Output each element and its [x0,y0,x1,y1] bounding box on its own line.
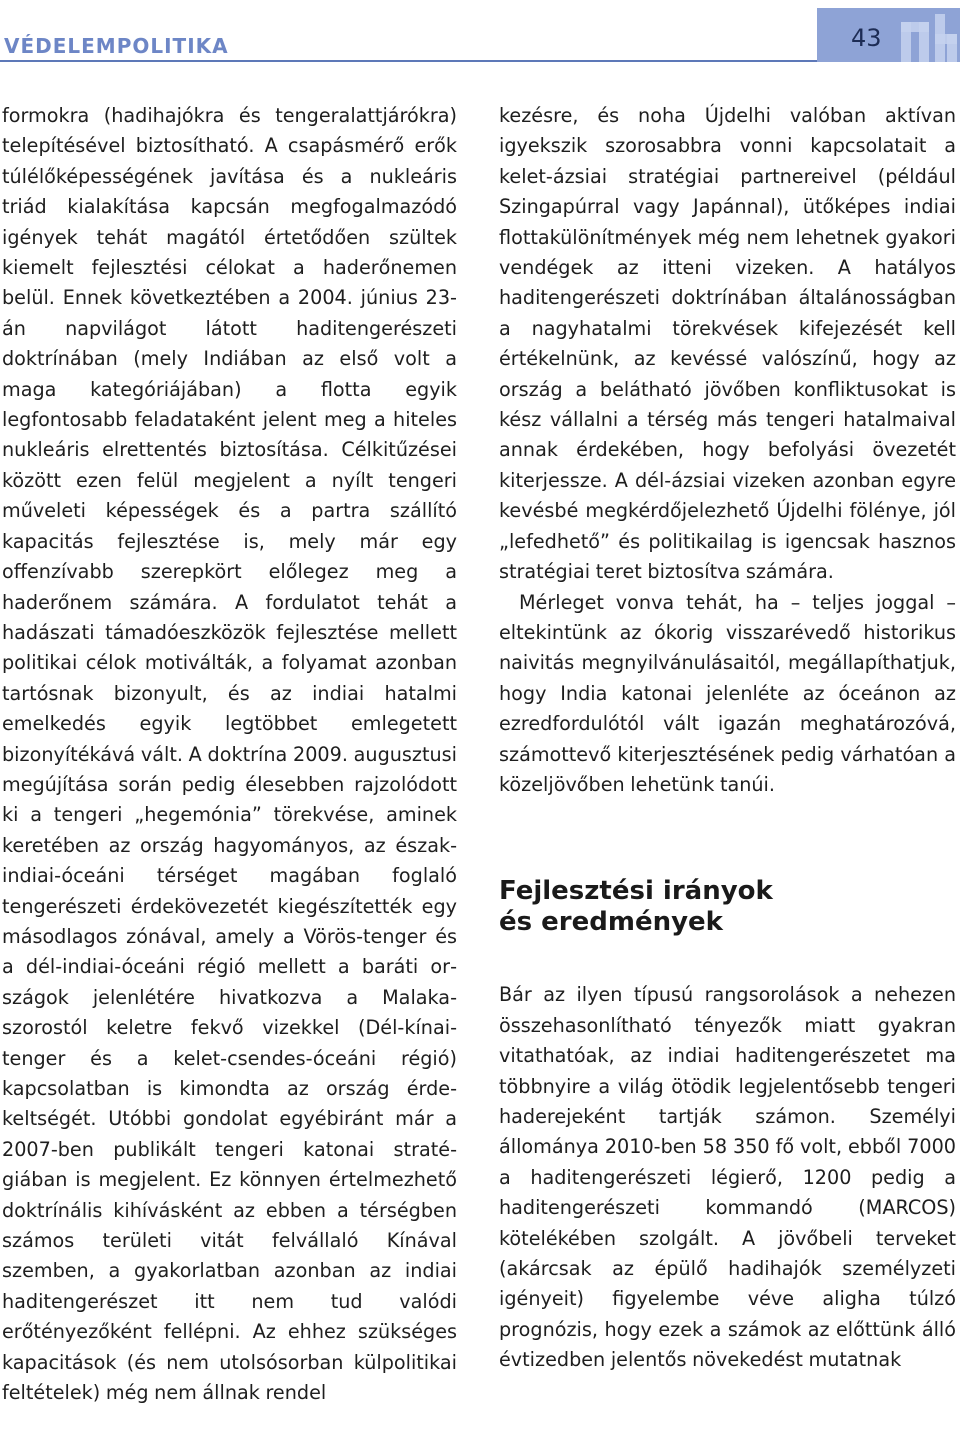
body-paragraph: Bár az ilyen típusú rangsorolások a nehezen összehasonlítható tényezők miatt gyakran vitathatóak, az indiai haditengerészetet ma többnyire a világ ötödik legjelentősebb tengeri haderejeként tartják számon. Személyi állománya 2010-ben 58 350 fő volt, ebből 7000 a haditengerészeti légierő, 1200 pedig a haditengerészeti kommandó (MARCOS) kötelékében szolgált. A jövőbeli terveket (akárcsak az épülő hadihajók személyzeti igényeit) figyelembe véve aligha túlzó prognózis, hogy ezek a számok az előttünk álló évtizedben jelentős növekedést mutatnak [499,983,956,1372]
subheading-line-2: és eredmények [499,907,723,938]
nb-logo-icon [897,14,957,62]
body-paragraph: kezésre, és noha Újdelhi valóban aktívan igyekszik szorosabbra vonni kapcsolatait a kelet-ázsiai stratégiai partnereivel (például Szingapúrral vagy Japánnal), ütőképes indiai flottakülönítmények még nem lehetnek gyakori vendégek az itteni vizeken. A hatályos haditengerészeti doktrínában általánosságban a nagyhatalmi törekvések kifejezését kell értékelnünk, az kevéssé valószínű, hogy az ország a belátható jövőben konfliktusokat is kész vállalni a térség más tengeri hatalmaival annak érdekében, hogy befolyási övezetét kiterjessze. A dél-ázsiai vizeken azonban egyre kevésbé megkérdőjelezhető Újdelhi fölénye, jól „lefedhető” és politikailag is igencsak hasznos stratégiai teret biztosítva számára. [499,104,956,584]
section-subheading [499,876,956,938]
header-rule [0,60,960,62]
body-paragraph: formokra (hadihajókra és tengeralattjárókra) telepítésével biztosítható. A csapásmérő erők túlélőképességének javítása és a nukleáris triád kialakítása kapcsán megfogalmazódó igények tehát magától értetődően szültek kiemelt fejlesztési célokat a haderőnemen belül. Ennek következtében a 2004. június 23-án napvilágot látott haditengerészeti doktrínában (mely Indiában az első volt a maga kategóriájában) a flotta egyik legfontosabb feladataként jelent meg a hiteles nukleáris elrettentés biztosítása. Célkitűzései között ezen felül megjelent a nyílt tengeri műveleti képességek és a partra szállító kapacitás fejlesztése is, mely már egy offenzívabb szerepkört előlegez meg a haderőnem számára. A fordulatot tehát a hadászati támadóeszközök fejlesztése mellett politikai célok motiválták, a folyamat azonban tartósnak bizonyult, és az indiai hatalmi emelkedés egyik legtöbbet emlegetett bizonyítékává vált. A doktrína 2009. augusztusi megújítása során pedig élesebben rajzolódott ki a tengeri „hegemónia” törekvése, aminek keretében az ország hagyományos, az észak-indiai-óceáni térséget magában foglaló tengerészeti érdekövezetét kiegészítették egy másodlagos zónával, amely a Vörös-tenger és a dél-indiai-óceáni régió mellett a baráti országok jelenlétére hivatkozva a Malakaszorostól keletre fekvő vizekkel (Dél-kínaitenger és a kelet-csendes-óceáni régió) kapcsolatban is kimondta az ország érdekeltségét. Utóbbi gondolat egyébiránt már a 2007-ben publikált tengeri katonai stratégiában is megjelent. Ez könnyen értelmezhető doktrínális kihívásként az ebben a térségben számos területi vitát felvállaló Kínával szemben, a gyakorlatban azonban az indiai haditengerészet itt nem tud valódi erőtényezőként fellépni. Az ehhez szükséges kapacitások (és nem utolsósorban külpolitikai feltételek) még nem állnak rendel [2,104,457,1405]
page-number-box [817,8,960,62]
subheading-line-1: Fejlesztési irányok [499,876,773,907]
body-paragraph: Mérleget vonva tehát, ha – teljes joggal – eltekintünk az ókorig visszarévedő historikus naivitás megnyilvánulásaitól, megállapíthatjuk, hogy India katonai jelenléte az óceánon az ezredfordulótól vált igazán meghatározóvá, számottevő kiterjesztésének pedig várhatóan a közeljövőben lehetünk tanúi. [499,590,956,796]
page-number: 43 [851,24,882,52]
section-spacer [499,800,956,876]
section-title: VÉDELEMPOLITIKA [4,34,229,58]
right-column [499,101,956,1376]
page-header [0,0,960,66]
left-column [2,101,457,1408]
